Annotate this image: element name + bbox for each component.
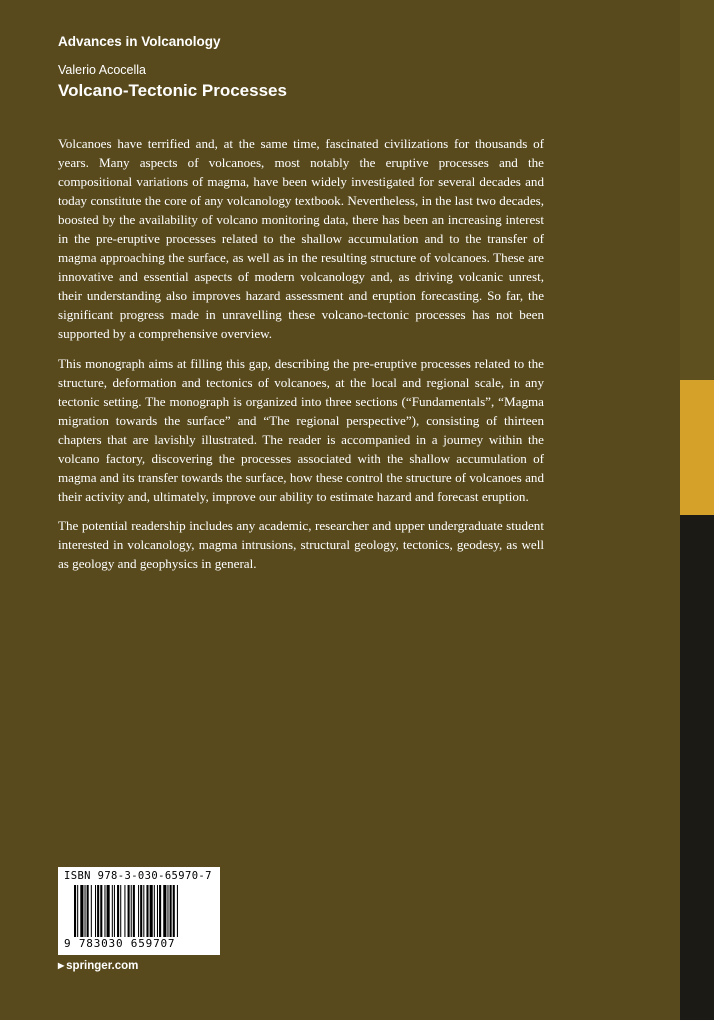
spine-edge-olive (680, 0, 714, 380)
blurb-paragraph: The potential readership includes any academic, researcher and upper undergraduate student interested in volcanology, magma intrusions, structural geology, tectonics, geodesy, as well as geology and geophysics in general. (58, 517, 544, 571)
triangle-right-icon: ▶ (58, 961, 65, 970)
isbn-barcode (58, 867, 220, 955)
blurb-paragraph: Volcanoes have terrified and, at the same time, fascinated civilizations for thousands of years. Many aspects of volcanoes, most notably the eruptive processes and the compositional variations of magma, have been widely investigated for several decades and today constitute the core of any volcanology textbook. Nevertheless, in the last two decades, boosted by the availability of volcano monitoring data, there has been an increasing interest in the pre-eruptive processes related to the shallow accumulation and to the transfer of magma approaching the surface, as well as in the resulting structure of volcanoes. These are innovative and essential aspects of modern volcanology and, as driving volcanic unrest, their understanding also improves hazard assessment and eruption forecasting. So far, the significant progress made in unravelling these volcano-tectonic processes has not been supported by a comprehensive overview. (58, 136, 544, 342)
isbn-number: ISBN 978-3-030-65970-7 (64, 870, 212, 882)
publisher-link-label: springer.com (66, 960, 139, 972)
author-name: Valerio Acocella (58, 63, 147, 77)
publisher-link[interactable] (58, 960, 138, 972)
spine-edge-gold (680, 380, 714, 515)
book-title: Volcano-Tectonic Processes (58, 81, 287, 100)
barcode-digits: 9 783030 659707 (64, 937, 176, 950)
barcode-bars (74, 885, 206, 937)
blurb-paragraph: This monograph aims at filling this gap, describing the pre-eruptive processes related to the structure, deformation and tectonics of volcanoes, at the local and regional scale, in any tectonic setting. The monograph is organized into three sections (“Fundamentals”, “Magma migration towards the surface” and “The regional perspective”), consisting of thirteen chapters that are lavishly illustrated. The reader is accompanied in a journey within the volcano factory, discovering the processes associated with the shallow accumulation of magma and its transfer towards the surface, how these control the structure of volcanoes and their activity and, ultimately, improve our ability to estimate hazard and forecast eruption. (58, 355, 544, 504)
spine-edge-dark (680, 515, 714, 1020)
series-name: Advances in Volcanology (58, 34, 221, 49)
blurb (58, 134, 544, 583)
